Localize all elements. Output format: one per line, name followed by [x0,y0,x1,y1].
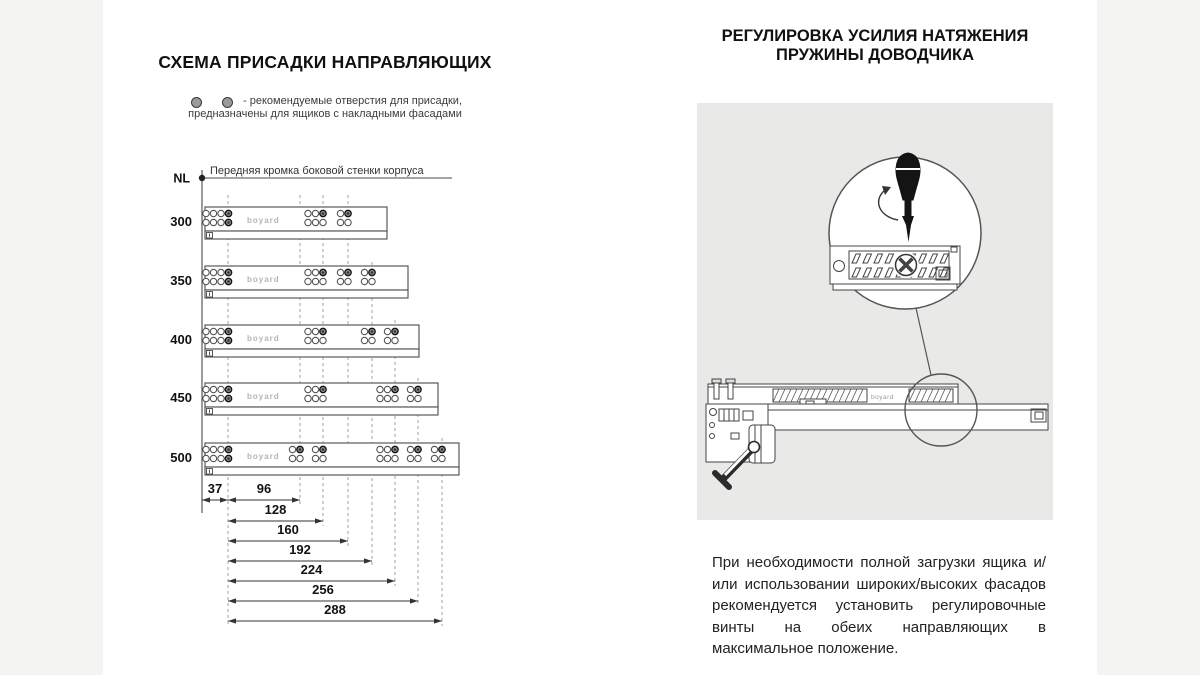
dimension-224 [228,562,395,584]
left-section-title: СХЕМА ПРИСАДКИ НАПРАВЛЯЮЩИХ [158,52,492,72]
adjustment-illustration-panel [697,103,1053,520]
dimension-37 [202,481,228,503]
nl-label: NL [173,171,190,186]
row-length-label: 300 [170,214,192,229]
callout-connector-line [916,308,931,375]
slide-logo: boyard [247,216,280,225]
right-title-line2: ПРУЖИНЫ ДОВОДЧИКА [775,45,975,64]
slide-row-300 [170,207,387,239]
row-length-label: 450 [170,390,192,405]
dimension-value: 96 [256,481,272,496]
dimension-value: 160 [277,522,299,537]
dimension-256 [228,582,418,604]
right-section-title [690,27,1060,64]
slide-row-500 [170,443,459,475]
closer-spring-adjustment-drawing [697,103,1053,520]
row-length-label: 350 [170,273,192,288]
dimension-lines [202,481,442,624]
zoomed-rail-section [830,246,960,290]
dimension-value: 224 [300,562,323,577]
closer-mechanism [706,404,775,487]
dimension-128 [228,502,323,524]
instruction-paragraph: При необходимости полной загрузки ящика и/или использовании широких/высоких фасадов рекомендуется установить регулировочные винты на обеих направляющих в максимальное положение. [712,554,1046,657]
legend-text-line1: - рекомендуемые отверстия для присадки, [243,95,463,107]
row-length-label: 400 [170,332,192,347]
adjustment-screw-icon [896,255,917,276]
slide-row-450 [170,383,438,415]
dimension-160 [228,522,348,544]
dimension-value: 256 [312,582,334,597]
slide-assembly-drawing [706,379,1048,487]
slide-logo: boyard [247,334,280,343]
dimension-value: 192 [289,542,311,557]
slide-logo: boyard [247,275,280,284]
dimension-value: 288 [324,602,346,617]
dimension-value: 37 [207,481,223,496]
dimension-192 [228,542,372,564]
front-edge-label: Передняя кромка боковой стенки корпуса [210,165,424,177]
right-title-line1: РЕГУЛИРОВКА УСИЛИЯ НАТЯЖЕНИЯ [721,27,1029,45]
slide-row-400 [170,325,419,357]
slide-logo: boyard [247,452,280,461]
rail-logo: boyard [871,394,894,401]
legend-text-line2: предназначены для ящиков с накладными фасадами [188,108,462,120]
dimension-value: 128 [264,502,287,517]
dimension-288 [228,602,442,624]
slide-logo: boyard [247,392,280,401]
row-length-label: 500 [170,450,192,465]
slide-row-350 [170,266,408,298]
dimension-96 [228,481,300,503]
